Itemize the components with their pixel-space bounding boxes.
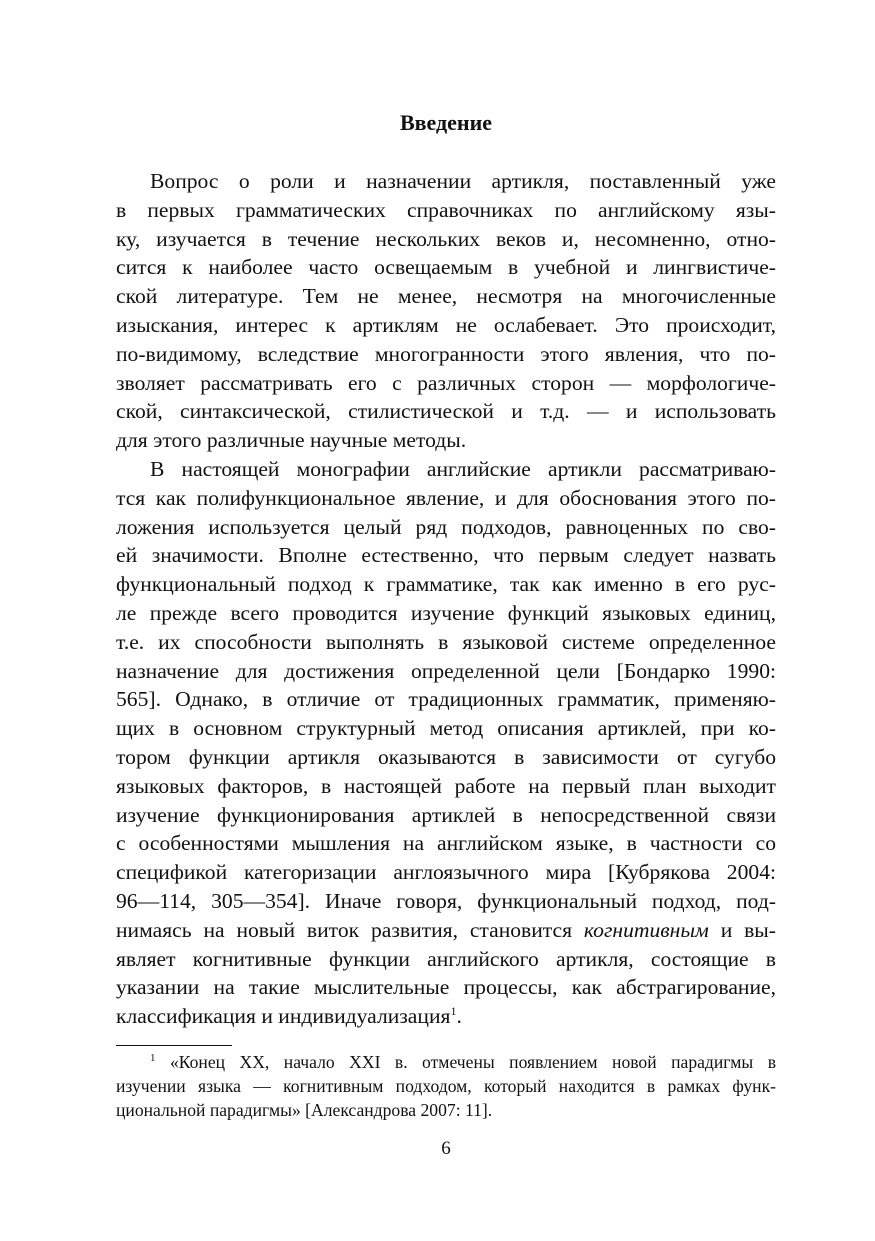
text-line: 565]. Однако, в отличие от традиционных грамматик, применяю- (116, 687, 776, 712)
text-line: языковых факторов, в настоящей работе на первый план выходит (116, 773, 776, 798)
footnote-reference[interactable]: 1 (450, 1003, 457, 1018)
footnote-separator (116, 1045, 232, 1046)
italic-term: когнитивным (583, 917, 709, 942)
text-line: сится к наиболее часто освещаемым в учебной и лингвистиче- (116, 255, 776, 280)
text-line: 96—114, 305—354]. Иначе говоря, функциональный подход, под- (116, 888, 776, 913)
text-line: В настоящей монографии английские артикли рассматриваю- (150, 456, 776, 481)
text-line: ле прежде всего проводится изучение функций языковых единиц, (116, 600, 776, 625)
text-line: назначение для достижения определенной цели [Бондарко 1990: (116, 658, 776, 683)
text-line: в первых грамматических справочниках по английскому язы- (116, 197, 776, 222)
text-segment: «Конец XX, начало XXI в. отмечены появлением новой парадигмы в (169, 1052, 777, 1072)
text-line: спецификой категоризации англоязычного мира [Кубрякова 2004: (116, 860, 776, 885)
text-segment: . (456, 1004, 462, 1029)
body-text (116, 167, 776, 1031)
text-line: тся как полифункциональное явление, и для обоснования этого по- (116, 485, 776, 510)
text-line: для этого различные научные методы. (116, 428, 467, 453)
footnote (116, 1050, 776, 1122)
text-line: ской литературе. Тем не менее, несмотря на многочисленные (116, 284, 776, 309)
text-segment: классификация и индивидуализация (116, 1004, 451, 1029)
text-segment: нимаясь на новый виток развития, становится (116, 917, 573, 942)
text-segment: и вы- (720, 917, 777, 942)
text-line: т.е. их способности выполнять в языковой системе определенное (116, 629, 776, 654)
text-line-last (116, 1002, 776, 1031)
footnote-line: изучении языка — когнитивным подходом, который находится в рамках функ- (116, 1076, 776, 1096)
text-line: изучение функционирования артиклей в непосредственной связи (116, 802, 776, 827)
text-line: ложения используется целый ряд подходов, равноценных по сво- (116, 514, 776, 539)
text-line: изыскания, интерес к артиклям не ослабевает. Это происходит, (116, 312, 776, 337)
paragraph-2 (116, 455, 776, 1031)
text-line: функциональный подход к грамматике, так как именно в его рус- (116, 572, 776, 597)
text-line: ку, изучается в течение нескольких веков и, несомненно, отно- (116, 226, 776, 251)
text-line: зволяет рассматривать его с различных сторон — морфологиче- (116, 370, 776, 395)
paragraph-1 (116, 167, 776, 455)
text-line: ей значимости. Вполне естественно, что первым следует назвать (116, 543, 776, 568)
section-heading: Введение (399, 110, 493, 135)
text-line: указании на такие мыслительные процессы, как абстрагирование, (116, 975, 776, 1000)
text-line: щих в основном структурный метод описания артиклей, при ко- (116, 716, 776, 741)
footnote-line: циональной парадигмы» [Александрова 2007: 11]. (116, 1100, 493, 1120)
footnote-line (116, 1050, 776, 1074)
footnote-marker: 1 (150, 1052, 156, 1065)
text-line-with-italic (116, 916, 776, 945)
text-line: ской, синтаксической, стилистической и т.д. — и использовать (116, 399, 776, 424)
text-line: по-видимому, вследствие многогранности этого явления, что по- (116, 341, 776, 366)
text-line: с особенностями мышления на английском языке, в частности со (116, 831, 776, 856)
text-line: являет когнитивные функции английского артикля, состоящие в (116, 946, 776, 971)
page-number: 6 (441, 1138, 451, 1159)
text-line: Вопрос о роли и назначении артикля, поставленный уже (150, 169, 776, 193)
text-line: тором функции артикля оказываются в зависимости от сугубо (116, 744, 776, 769)
